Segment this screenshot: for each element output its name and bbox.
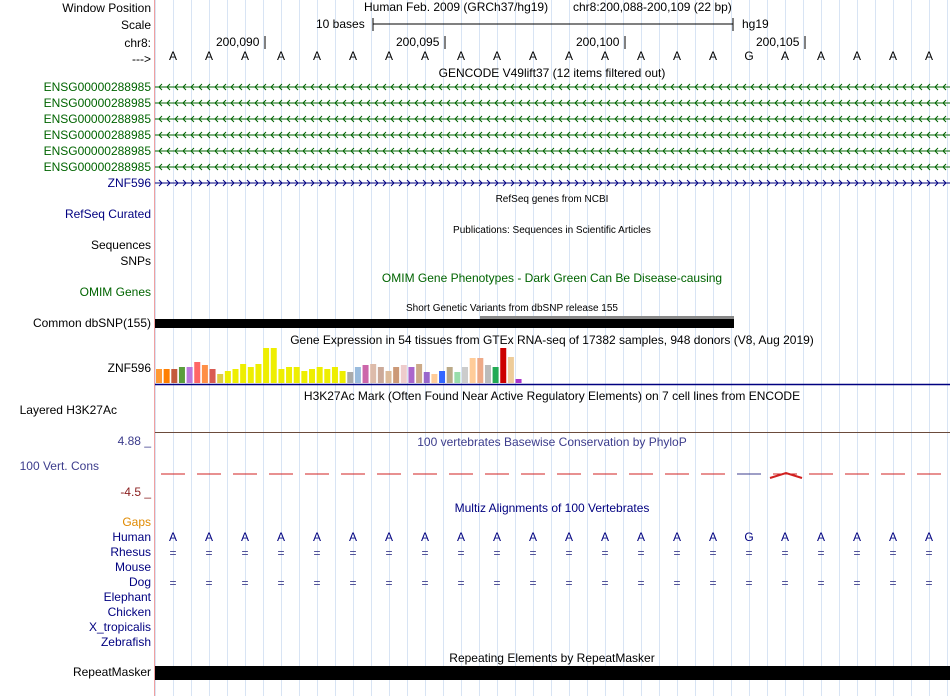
dog-alignment-match: =	[385, 576, 393, 590]
base-letter: A	[348, 49, 358, 63]
gtex-tissue-bar	[347, 372, 353, 383]
gtex-tissue-bar	[194, 362, 200, 383]
human-alignment-base: A	[564, 530, 574, 544]
base-letter: A	[924, 49, 934, 63]
track-label-column	[0, 0, 153, 696]
human-alignment-base: A	[528, 530, 538, 544]
human-alignment-base: A	[204, 530, 214, 544]
base-letter: A	[204, 49, 214, 63]
dog-alignment-match: =	[205, 576, 213, 590]
base-letter: A	[492, 49, 502, 63]
omim-track-title[interactable]: OMIM Gene Phenotypes - Dark Green Can Be Disease-causing	[381, 271, 723, 285]
rhesus-alignment-match: =	[637, 546, 645, 560]
base-letter: A	[708, 49, 718, 63]
gtex-tissue-bar	[324, 369, 330, 383]
gtex-gene-label[interactable]: ZNF596	[107, 361, 151, 375]
gtex-tissue-bar	[340, 371, 346, 383]
species-label-elephant[interactable]: Elephant	[103, 590, 151, 604]
gtex-tissue-bar	[309, 369, 315, 383]
gtex-tissue-bar	[477, 358, 483, 383]
scale-bar-label: 10 bases	[316, 17, 365, 31]
human-alignment-base: A	[276, 530, 286, 544]
rhesus-alignment-match: =	[241, 546, 249, 560]
species-label-rhesus[interactable]: Rhesus	[110, 545, 151, 559]
dog-alignment-match: =	[421, 576, 429, 590]
human-alignment-base: A	[420, 530, 430, 544]
refseq-track-title[interactable]: RefSeq genes from NCBI	[495, 194, 609, 205]
dbsnp-variant-mark	[480, 316, 734, 319]
rhesus-alignment-match: =	[889, 546, 897, 560]
rhesus-alignment-match: =	[421, 546, 429, 560]
base-letter: A	[888, 49, 898, 63]
gtex-tissue-bar	[393, 367, 399, 383]
phylop-max-label: 4.88 _	[117, 434, 151, 448]
dog-alignment-match: =	[349, 576, 357, 590]
gtex-tissue-bar	[386, 371, 392, 383]
base-letter: A	[672, 49, 682, 63]
phylop-track-title[interactable]: 100 vertebrates Basewise Conservation by PhyloP	[417, 435, 687, 449]
base-letter: A	[636, 49, 646, 63]
gtex-tissue-bar	[431, 374, 437, 383]
gtex-tissue-bar	[447, 367, 453, 383]
phylop-track-label[interactable]: 100 Vert. Cons	[19, 459, 99, 473]
gtex-tissue-bar	[401, 365, 407, 383]
human-alignment-base: A	[456, 530, 466, 544]
dog-alignment-match: =	[493, 576, 501, 590]
ruler-tick-label: 200,095	[396, 35, 440, 49]
gtex-tissue-bar	[248, 367, 254, 383]
base-letter: A	[816, 49, 826, 63]
gtex-tissue-bar	[286, 367, 292, 383]
znf596-gene-label[interactable]: ZNF596	[107, 176, 151, 190]
gtex-tissue-bar	[485, 365, 491, 383]
rhesus-alignment-match: =	[745, 546, 753, 560]
dog-alignment-match: =	[277, 576, 285, 590]
repeatmasker-track-label[interactable]: RepeatMasker	[72, 665, 151, 679]
gtex-tissue-bar	[508, 357, 514, 383]
human-alignment-base: A	[600, 530, 610, 544]
human-alignment-base: A	[816, 530, 826, 544]
gencode-item-label[interactable]: ENSG00000288985	[43, 112, 151, 126]
dbsnp-common-bar	[155, 319, 734, 328]
rhesus-alignment-match: =	[709, 546, 717, 560]
dog-alignment-match: =	[889, 576, 897, 590]
multiz-gaps-label: Gaps	[122, 515, 151, 529]
human-alignment-base: A	[348, 530, 358, 544]
gtex-tissue-bar	[179, 367, 185, 383]
human-alignment-base: A	[168, 530, 178, 544]
base-letter: A	[852, 49, 862, 63]
gtex-tissue-bar	[225, 371, 231, 383]
gtex-tissue-bar	[202, 365, 208, 383]
base-letter: A	[312, 49, 322, 63]
gtex-tissue-bar	[217, 374, 223, 383]
multiz-track-title[interactable]: Multiz Alignments of 100 Vertebrates	[454, 501, 650, 515]
human-alignment-base: A	[780, 530, 790, 544]
chrom-label: chr8:	[124, 36, 151, 50]
dog-alignment-match: =	[169, 576, 177, 590]
species-label-chicken[interactable]: Chicken	[107, 605, 151, 619]
gtex-tissue-bar	[271, 348, 277, 383]
gtex-tissue-bar	[355, 367, 361, 383]
gtex-tissue-bar	[171, 369, 177, 383]
gtex-tissue-bar	[416, 364, 422, 383]
dog-alignment-match: =	[457, 576, 465, 590]
window-position-label: Window Position	[62, 1, 151, 15]
gtex-tissue-bar	[439, 371, 445, 383]
repeatmasker-track-title[interactable]: Repeating Elements by RepeatMasker	[449, 651, 655, 665]
track-canvas[interactable]	[155, 0, 950, 696]
base-letter: A	[456, 49, 466, 63]
dbsnp-track-title[interactable]: Short Genetic Variants from dbSNP release 155	[406, 303, 618, 314]
human-alignment-base: A	[492, 530, 502, 544]
dog-alignment-match: =	[601, 576, 609, 590]
dog-alignment-match: =	[709, 576, 717, 590]
phylop-min-label: -4.5 _	[120, 485, 151, 499]
gtex-tissue-bar	[240, 364, 246, 383]
gtex-tissue-bar	[370, 364, 376, 383]
assembly-title: Human Feb. 2009 (GRCh37/hg19)	[364, 0, 549, 14]
dog-alignment-match: =	[781, 576, 789, 590]
gtex-tissue-bar	[278, 369, 284, 383]
gtex-tissue-bar	[187, 367, 193, 383]
human-alignment-base: A	[672, 530, 682, 544]
gtex-tissue-bar	[454, 372, 460, 383]
base-letter: G	[744, 49, 754, 63]
gtex-tissue-bar	[164, 369, 170, 383]
gtex-tissue-bar	[493, 367, 499, 383]
publications-track-title[interactable]: Publications: Sequences in Scientific Articles	[453, 225, 651, 236]
dog-alignment-match: =	[673, 576, 681, 590]
rhesus-alignment-match: =	[169, 546, 177, 560]
human-alignment-base: A	[312, 530, 322, 544]
gtex-tissue-bar	[210, 369, 216, 383]
human-alignment-base: G	[744, 530, 754, 544]
h3k27ac-track-label[interactable]: Layered H3K27Ac	[19, 403, 117, 417]
rhesus-alignment-match: =	[385, 546, 393, 560]
h3k27ac-track-title[interactable]: H3K27Ac Mark (Often Found Near Active Regulatory Elements) on 7 cell lines from ENCODE	[303, 389, 801, 403]
species-label-human[interactable]: Human	[112, 530, 151, 544]
gtex-tissue-bar	[294, 367, 300, 383]
rhesus-alignment-match: =	[493, 546, 501, 560]
dog-alignment-match: =	[529, 576, 537, 590]
base-letter: A	[240, 49, 250, 63]
gencode-item-label[interactable]: ENSG00000288985	[43, 128, 151, 142]
gtex-tissue-bar	[363, 365, 369, 383]
genome-browser-image[interactable]	[155, 0, 950, 696]
rhesus-alignment-match: =	[853, 546, 861, 560]
gtex-tissue-bar	[317, 367, 323, 383]
rhesus-alignment-match: =	[673, 546, 681, 560]
rhesus-alignment-match: =	[529, 546, 537, 560]
rhesus-alignment-match: =	[313, 546, 321, 560]
rhesus-alignment-match: =	[205, 546, 213, 560]
gencode-item-label[interactable]: ENSG00000288985	[43, 144, 151, 158]
gtex-tissue-bar	[462, 367, 468, 383]
gtex-tissue-bar	[156, 369, 162, 383]
human-alignment-base: A	[924, 530, 934, 544]
gencode-item-label[interactable]: ENSG00000288985	[43, 96, 151, 110]
dog-alignment-match: =	[925, 576, 933, 590]
ruler-tick-label: 200,105	[756, 35, 800, 49]
species-label-zebrafish[interactable]: Zebrafish	[100, 635, 151, 649]
dog-alignment-match: =	[817, 576, 825, 590]
base-letter: A	[384, 49, 394, 63]
strand-arrow-label: --->	[132, 52, 151, 66]
gtex-track-title[interactable]: Gene Expression in 54 tissues from GTEx RNA-seq of 17382 samples, 948 donors (V8, Aug 2019)	[290, 333, 814, 347]
gencode-item-label[interactable]: ENSG00000288985	[43, 160, 151, 174]
dog-alignment-match: =	[637, 576, 645, 590]
human-alignment-base: A	[708, 530, 718, 544]
human-alignment-base: A	[384, 530, 394, 544]
gtex-tissue-bar	[470, 358, 476, 383]
dog-alignment-match: =	[241, 576, 249, 590]
publications-snps-label[interactable]: SNPs	[120, 254, 151, 268]
human-alignment-base: A	[636, 530, 646, 544]
base-letter: A	[780, 49, 790, 63]
dbsnp-track-label[interactable]: Common dbSNP(155)	[32, 316, 151, 330]
base-letter: A	[528, 49, 538, 63]
gtex-tissue-bar	[332, 367, 338, 383]
rhesus-alignment-match: =	[565, 546, 573, 560]
human-alignment-base: A	[888, 530, 898, 544]
ruler-tick-label: 200,100	[576, 35, 620, 49]
species-label-mouse[interactable]: Mouse	[114, 560, 151, 574]
rhesus-alignment-match: =	[349, 546, 357, 560]
human-alignment-base: A	[852, 530, 862, 544]
ruler-tick-label: 200,090	[216, 35, 260, 49]
base-letter: A	[420, 49, 430, 63]
gtex-tissue-bar	[263, 348, 269, 383]
base-letter: A	[276, 49, 286, 63]
gtex-tissue-bar	[301, 371, 307, 383]
scale-label: Scale	[120, 18, 151, 32]
assembly-db-label: hg19	[742, 17, 769, 31]
rhesus-alignment-match: =	[601, 546, 609, 560]
gtex-tissue-bar	[233, 369, 239, 383]
gencode-item-label[interactable]: ENSG00000288985	[43, 80, 151, 94]
base-letter: A	[600, 49, 610, 63]
base-letter: A	[168, 49, 178, 63]
gtex-tissue-bar	[255, 364, 261, 383]
gtex-tissue-bar	[408, 367, 414, 383]
base-letter: A	[564, 49, 574, 63]
species-label-dog[interactable]: Dog	[128, 575, 151, 589]
rhesus-alignment-match: =	[817, 546, 825, 560]
dog-alignment-match: =	[745, 576, 753, 590]
rhesus-alignment-match: =	[457, 546, 465, 560]
rhesus-alignment-match: =	[781, 546, 789, 560]
rhesus-alignment-match: =	[925, 546, 933, 560]
dog-alignment-match: =	[565, 576, 573, 590]
position-readout: chr8:200,088-200,109 (22 bp)	[573, 0, 732, 14]
omim-track-label[interactable]: OMIM Genes	[79, 285, 151, 299]
gtex-tissue-bar	[516, 379, 522, 383]
human-alignment-base: A	[240, 530, 250, 544]
gencode-track-title[interactable]: GENCODE V49lift37 (12 items filtered out)	[438, 66, 666, 80]
dog-alignment-match: =	[313, 576, 321, 590]
species-label-xtropicalis[interactable]: X_tropicalis	[88, 620, 151, 634]
rhesus-alignment-match: =	[277, 546, 285, 560]
dog-alignment-match: =	[853, 576, 861, 590]
repeatmasker-bar	[155, 666, 950, 680]
gtex-tissue-bar	[424, 372, 430, 383]
gtex-tissue-bar	[378, 367, 384, 383]
publications-sequences-label[interactable]: Sequences	[90, 238, 151, 252]
gtex-tissue-bar	[500, 348, 506, 383]
refseq-track-label[interactable]: RefSeq Curated	[64, 207, 151, 221]
